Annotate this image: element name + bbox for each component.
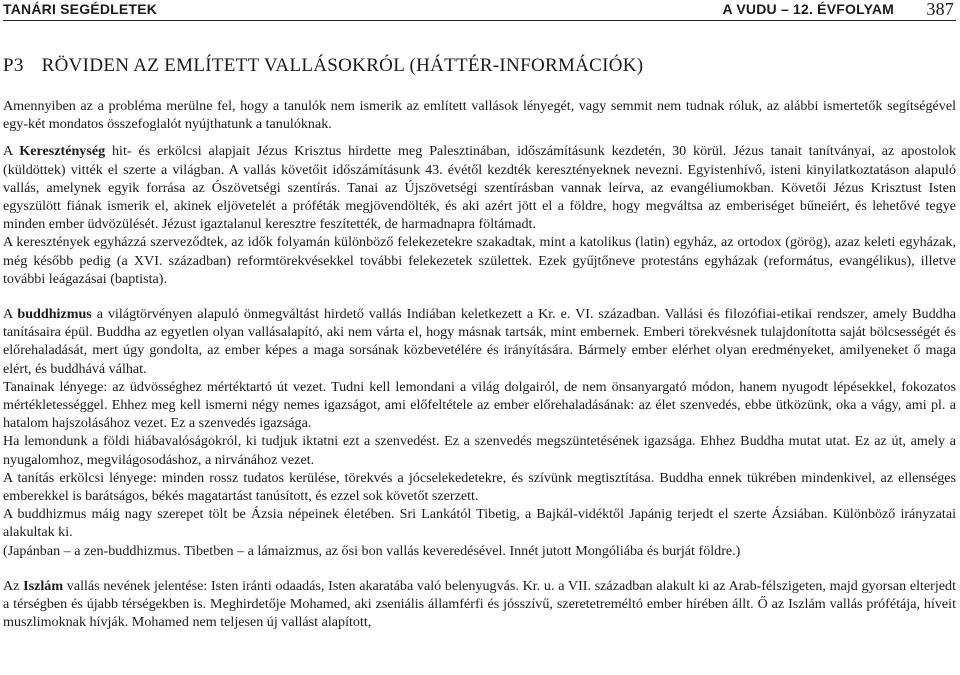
buddhism-paragraph-1 [3,305,956,378]
page-number: 387 [926,0,954,19]
section-title-text: RÖVIDEN AZ EMLÍTETT VALLÁSOKRÓL (HÁTTÉR-INFORMÁCIÓK) [41,55,644,76]
buddhism-paragraph-5: A buddhizmus máig nagy szerepet tölt be Ázsia népeinek életében. Sri Lankától Tibetig, a Bajkál-vidéktől Japánig terjedt el szerte Ázsiában. Különböző irányzatai alakultak ki. [3,506,956,541]
christianity-text-1: hit- és erkölcsi alapjait Jézus Krisztus hirdette meg Palesztinában, időszámításunk kezdetén, 30 körül. Jézus tanait tanítványai, az apostolok (küldöttek) vitték el szerte a világban. A vallás követőit időszámításunk 43. évétől kezdték keresztényeknek nevezni. Egyistenhívő, isteni kinyilatkoztatáson alapuló vallás, amelynek egyik forrása az Ószövetségi szentírás. Tanai az Újszövetségi szentírásban vannak leírva, az evangéliumokban. Követői Jézus Krisztust Isten egyszülött fiának ismerik el, akinek eljövetelét a próféták megjövendölték, és aki azért jött el a földre, hogy megváltsa az emberiséget bűneiért, és lehetővé tegye minden ember üdvözülését. Jézust igaztalanul keresztre feszítették, de harmadnapra föltámadt. [3,143,956,233]
section-code: P3 [3,55,24,76]
buddhism-paragraph-3: Ha lemondunk a földi hiábavalóságokról, ki tudjuk iktatni ezt a szenvedést. Ez a szenvedés megszüntetésének igazsága. Ehhez Buddha mutat utat. Ez az út, amely a nyugalomhoz, megvilágosodáshoz, a nirvánához vezet. [3,433,956,468]
buddhism-paragraph-6: (Japánban – a zen-buddhizmus. Tibetben – a lámaizmus, az ősi bon vallás keveredésével. Innét jutott Mongóliába és burját földre.) [3,542,741,559]
body-text [3,97,956,631]
buddhism-paragraph-2: Tanainak lényege: az üdvösséghez mértéktartó út vezet. Tudni kell lemondani a világ dolgairól, de nem önsanyargató módon, hanem nyugodt lépésekkel, fokozatos mértékletességgel. Ehhez meg kell ismerni négy nemes igazságot, ami előfeltétele az ember előrehaladásának: az élet szenvedés, ebbe ütközünk, oka a vágy, ami pl. a hatalom hajszolásához vezet. Ez a szenvedés igazsága. [3,378,956,432]
christianity-paragraph-1 [3,142,956,233]
intro-paragraph: Amennyiben az a probléma merülne fel, hogy a tanulók nem ismerik az említett vallások lényegét, vagy semmit nem tudnak róluk, az alábbi ismertetők segítségével egy-két mondatos összefoglalót nyújthatunk a tanulóknak. [3,98,956,133]
buddhism-paragraph-4: A tanítás erkölcsi lényege: minden rossz tudatos kerülése, törekvés a jócselekedetekre, és szívünk megtisztítása. Buddha ennek tükrében mindenkivel, az ellenséges emberekkel is barátságos, békés magatartást tanúsított, és ezzel sok követőt szerzett. [3,469,956,505]
buddhism-term: buddhizmus [17,306,92,323]
buddhism-lead: A [3,306,18,323]
christianity-lead: A [3,143,20,160]
header-grade: A VUDU – 12. ÉVFOLYAM [722,1,894,17]
islam-text-1: vallás nevének jelentése: Isten iránti odaadás, Isten akaratába való belenyugvás. Kr. u. a VII. században alakult ki az Arab-félszigeten, majd gyorsan elterjedt a térségben és újabb térségekben is. Meghirdetője Mohamed, aki zseniális államférfi és jósszívű, szeretetreméltó ember hírében állt. Ő az Iszlám vallás prófétája, híveit muszlimoknak hívják. Mohamed nem teljesen új vallást alapított, [3,577,956,631]
islam-lead: Az [3,577,24,594]
islam-paragraph-1 [3,577,956,632]
buddhism-text-1: a világtörvényen alapuló önmegváltást hirdető vallás Indiában keletkezett a Kr. e. VI. században. Vallási és filozófiai-etikai rendszer, amely Buddha tanításaira épül. Buddha az egyetlen olyan vallásalapító, aki nem várta el, hogy másnak tartsák, mint embernek. Emberi törekvésnek tulajdonította saját bölcsességét és előrehaladását, mert úgy gondolta, az ember képes a maga sorsának közbevetélére és irányítására. Bármely ember elérhet olyan eredményeket, amilyeneket ő maga elért, és buddhává válhat. [3,306,956,377]
header-series-title: TANÁRI SEGÉDLETEK [3,1,158,17]
christianity-paragraph-2: A keresztények egyházzá szerveződtek, az idők folyamán különböző felekezetekre szakadtak, mint a katolikus (latin) egyház, az ortodox (görög), azaz keleti egyházak, még később pedig (a XVI. században) reformtörekvésekkel további felekezetek születtek. Ezek gyűjtőneve protestáns egyházak (református, evangélikus), illetve további leágazásai (baptista). [3,234,956,287]
running-header [3,0,956,22]
header-rule [3,20,956,21]
section-title [3,55,643,77]
christianity-term: Kereszténység [19,143,106,160]
islam-term: Iszlám [23,577,64,594]
